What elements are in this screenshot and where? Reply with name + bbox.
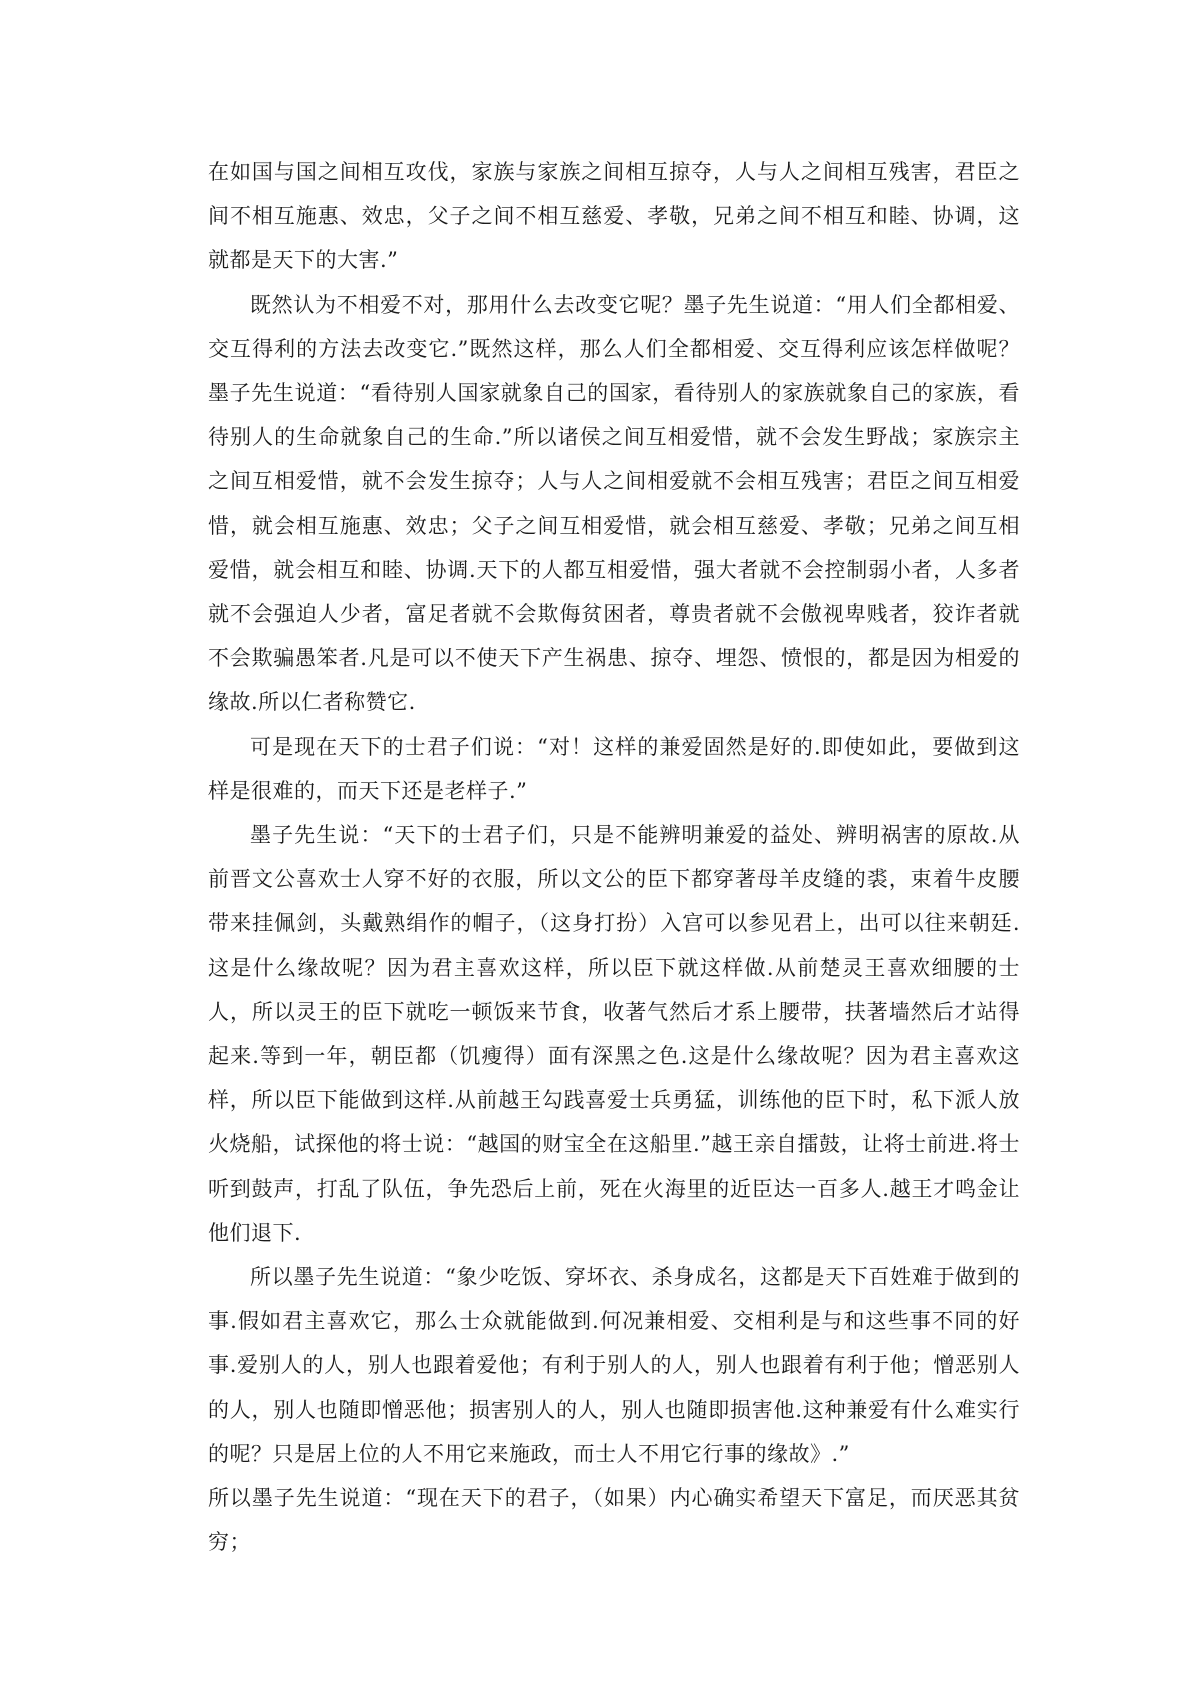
paragraph-2: 既然认为不相爱不对，那用什么去改变它呢？墨子先生说道：“用人们全都相爱、交互得利的方法去改变它.”既然这样，那么人们全都相爱、交互得利应该怎样做呢？墨子先生说道：“看待别人国家就象自己的国家，看待别人的家族就象自己的家族，看待别人的生命就象自己的生命.”所以诸侯之间互相爱惜，就不会发生野战；家族宗主之间互相爱惜，就不会发生掠夺；人与人之间相爱就不会相互残害；君臣之间互相爱惜，就会相互施惠、效忠；父子之间互相爱惜，就会相互慈爱、孝敬；兄弟之间互相爱惜，就会相互和睦、协调.天下的人都互相爱惜，强大者就不会控制弱小者，人多者就不会强迫人少者，富足者就不会欺侮贫困者，尊贵者就不会傲视卑贱者，狡诈者就不会欺骗愚笨者.凡是可以不使天下产生祸患、掠夺、埋怨、愤恨的，都是因为相爱的缘故.所以仁者称赞它. [208, 292, 1021, 715]
paragraph-3: 可是现在天下的士君子们说：“对！这样的兼爱固然是好的.即使如此，要做到这样是很难的，而天下还是老样子.” [208, 734, 1020, 803]
paragraph-1: 在如国与国之间相互攻伐，家族与家族之间相互掠夺，人与人之间相互残害，君臣之间不相互施惠、效忠，父子之间不相互慈爱、孝敬，兄弟之间不相互和睦、协调，这就都是天下的大害.” [208, 160, 1020, 273]
document-body [208, 150, 1020, 1565]
paragraph-5: 所以墨子先生说道：“象少吃饭、穿坏衣、杀身成名，这都是天下百姓难于做到的事.假如君主喜欢它，那么士众就能做到.何况兼相爱、交相利是与和这些事不同的好事.爱别人的人，别人也跟着爱他；有利于别人的人，别人也跟着有利于他；憎恶别人的人，别人也随即憎恶他；损害别人的人，别人也随即损害他.这种兼爱有什么难实行的呢？只是居上位的人不用它来施政，而士人不用它行事的缘故》.” [208, 1265, 1021, 1466]
paragraph-4: 墨子先生说：“天下的士君子们，只是不能辨明兼爱的益处、辨明祸害的原故.从前晋文公喜欢士人穿不好的衣服，所以文公的臣下都穿著母羊皮缝的裘，束着牛皮腰带来挂佩剑，头戴熟绢作的帽子，（这身打扮）入宫可以参见君上，出可以往来朝廷.这是什么缘故呢？因为君主喜欢这样，所以臣下就这样做.从前楚灵王喜欢细腰的士人，所以灵王的臣下就吃一顿饭来节食，收著气然后才系上腰带，扶著墙然后才站得起来.等到一年，朝臣都（饥瘦得）面有深黑之色.这是什么缘故呢？因为君主喜欢这样，所以臣下能做到这样.从前越王勾践喜爱士兵勇猛，训练他的臣下时，私下派人放火烧船，试探他的将士说：“越国的财宝全在这船里.”越王亲自擂鼓，让将士前进.将士听到鼓声，打乱了队伍，争先恐后上前，死在火海里的近臣达一百多人.越王才鸣金让他们退下. [208, 823, 1021, 1245]
paragraph-6: 所以墨子先生说道：“现在天下的君子，（如果）内心确实希望天下富足，而厌恶其贫穷； [208, 1486, 1020, 1555]
